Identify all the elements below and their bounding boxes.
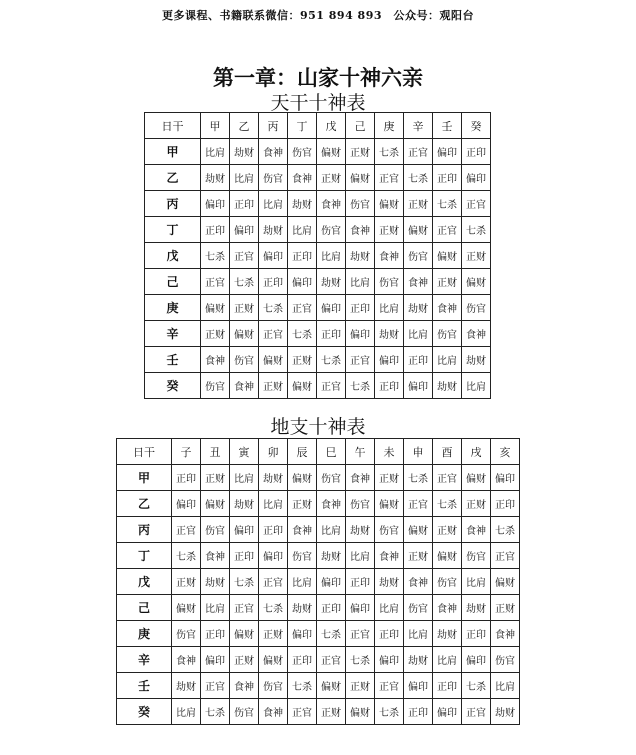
table-cell: 劫财 <box>201 165 230 191</box>
row-header: 癸 <box>117 699 172 725</box>
table-cell: 正官 <box>404 139 433 165</box>
table-cell: 伤官 <box>404 243 433 269</box>
table-cell: 正财 <box>375 465 404 491</box>
table-cell: 正财 <box>404 191 433 217</box>
table-cell: 偏财 <box>230 321 259 347</box>
table-cell: 伤官 <box>230 699 259 725</box>
table-cell: 正官 <box>346 347 375 373</box>
table-cell: 劫财 <box>288 595 317 621</box>
table-cell: 比肩 <box>491 673 520 699</box>
row-header: 癸 <box>145 373 201 399</box>
table-row <box>117 699 520 725</box>
table-cell: 比肩 <box>404 321 433 347</box>
table-cell: 偏印 <box>433 699 462 725</box>
row-header: 丙 <box>145 191 201 217</box>
table-cell: 食神 <box>172 647 201 673</box>
table-cell: 偏财 <box>201 491 230 517</box>
table-cell: 比肩 <box>259 191 288 217</box>
table-row <box>145 243 491 269</box>
header-row <box>117 439 520 465</box>
table-cell: 正印 <box>201 217 230 243</box>
table-cell: 劫财 <box>375 569 404 595</box>
table-cell: 偏印 <box>288 621 317 647</box>
table-cell: 正印 <box>288 647 317 673</box>
table-cell: 比肩 <box>201 595 230 621</box>
table-cell: 比肩 <box>259 491 288 517</box>
table-cell: 偏财 <box>462 465 491 491</box>
table-row <box>117 465 520 491</box>
table-cell: 正印 <box>404 699 433 725</box>
table-cell: 食神 <box>201 347 230 373</box>
table-cell: 正财 <box>317 699 346 725</box>
table-cell: 正印 <box>230 543 259 569</box>
table-cell: 正印 <box>317 321 346 347</box>
table-cell: 偏印 <box>172 491 201 517</box>
table-cell: 七杀 <box>433 491 462 517</box>
table-cell: 正官 <box>346 621 375 647</box>
table-cell: 食神 <box>433 595 462 621</box>
table-cell: 正印 <box>433 165 462 191</box>
table-cell: 正财 <box>462 243 491 269</box>
table-cell: 劫财 <box>288 191 317 217</box>
table-cell: 食神 <box>375 543 404 569</box>
column-header: 亥 <box>491 439 520 465</box>
table-cell: 正官 <box>491 543 520 569</box>
table-cell: 偏财 <box>491 569 520 595</box>
table-cell: 伤官 <box>259 165 288 191</box>
table-cell: 偏印 <box>317 295 346 321</box>
row-header: 己 <box>117 595 172 621</box>
table-row <box>117 673 520 699</box>
table-cell: 食神 <box>346 465 375 491</box>
table-cell: 正财 <box>433 269 462 295</box>
column-header: 卯 <box>259 439 288 465</box>
table-cell: 七杀 <box>259 595 288 621</box>
table-cell: 偏印 <box>346 595 375 621</box>
table-cell: 偏财 <box>375 191 404 217</box>
table-cell: 比肩 <box>201 139 230 165</box>
column-header: 戌 <box>462 439 491 465</box>
table-cell: 正官 <box>433 465 462 491</box>
table-cell: 正印 <box>230 191 259 217</box>
table-cell: 偏财 <box>317 139 346 165</box>
row-header: 戊 <box>117 569 172 595</box>
table-cell: 正官 <box>462 699 491 725</box>
table-cell: 偏财 <box>230 621 259 647</box>
row-header: 庚 <box>145 295 201 321</box>
table-cell: 正财 <box>172 569 201 595</box>
table-cell: 偏财 <box>346 165 375 191</box>
table-cell: 正财 <box>462 491 491 517</box>
header-row <box>145 113 491 139</box>
table-cell: 正官 <box>288 699 317 725</box>
table-cell: 偏财 <box>259 647 288 673</box>
table-cell: 比肩 <box>462 569 491 595</box>
table-cell: 偏印 <box>346 321 375 347</box>
table-cell: 正财 <box>346 139 375 165</box>
table-cell: 正官 <box>317 373 346 399</box>
table-cell: 正印 <box>375 373 404 399</box>
table-cell: 正财 <box>317 165 346 191</box>
table-cell: 比肩 <box>230 465 259 491</box>
column-header: 壬 <box>433 113 462 139</box>
table-cell: 比肩 <box>404 621 433 647</box>
table-cell: 偏财 <box>259 347 288 373</box>
table-cell: 七杀 <box>346 647 375 673</box>
table-cell: 正印 <box>201 621 230 647</box>
table-cell: 正财 <box>433 517 462 543</box>
table-cell: 正官 <box>375 673 404 699</box>
table-cell: 正财 <box>201 321 230 347</box>
table-cell: 比肩 <box>288 569 317 595</box>
table-cell: 比肩 <box>433 347 462 373</box>
table-cell: 劫财 <box>462 595 491 621</box>
column-header: 申 <box>404 439 433 465</box>
table-cell: 七杀 <box>201 243 230 269</box>
header-contact-line: 更多课程、书籍联系微信：951 894 893 公众号：观阳台 <box>161 9 475 22</box>
table-cell: 七杀 <box>433 191 462 217</box>
table-cell: 伤官 <box>375 269 404 295</box>
table-cell: 食神 <box>230 373 259 399</box>
table-cell: 伤官 <box>259 673 288 699</box>
table1-title: 天干十神表 <box>270 92 366 114</box>
table-cell: 比肩 <box>375 295 404 321</box>
table-cell: 劫财 <box>317 543 346 569</box>
table-cell: 劫财 <box>172 673 201 699</box>
table-cell: 劫财 <box>346 243 375 269</box>
corner-cell: 日干 <box>145 113 201 139</box>
table-cell: 正财 <box>375 217 404 243</box>
table-cell: 正官 <box>230 243 259 269</box>
column-header: 己 <box>346 113 375 139</box>
column-header: 丙 <box>259 113 288 139</box>
table-cell: 劫财 <box>462 347 491 373</box>
table-cell: 偏印 <box>375 347 404 373</box>
table-cell: 伤官 <box>375 517 404 543</box>
table-cell: 偏财 <box>172 595 201 621</box>
table-cell: 正财 <box>230 647 259 673</box>
table-cell: 食神 <box>375 243 404 269</box>
table-cell: 偏印 <box>375 647 404 673</box>
table-cell: 七杀 <box>230 569 259 595</box>
table-cell: 七杀 <box>375 699 404 725</box>
column-header: 癸 <box>462 113 491 139</box>
row-header: 丁 <box>117 543 172 569</box>
table-cell: 食神 <box>259 699 288 725</box>
table-cell: 偏财 <box>404 517 433 543</box>
table-cell: 七杀 <box>346 373 375 399</box>
table-cell: 劫财 <box>230 139 259 165</box>
table-cell: 伤官 <box>346 191 375 217</box>
table-cell: 正印 <box>462 621 491 647</box>
table-cell: 偏印 <box>433 139 462 165</box>
row-header: 己 <box>145 269 201 295</box>
column-header: 丑 <box>201 439 230 465</box>
table-cell: 劫财 <box>433 621 462 647</box>
table-cell: 伤官 <box>433 321 462 347</box>
table-cell: 偏印 <box>288 269 317 295</box>
table-cell: 正印 <box>317 595 346 621</box>
table-row <box>145 165 491 191</box>
table-cell: 偏财 <box>375 491 404 517</box>
table-cell: 正印 <box>259 269 288 295</box>
column-header: 戊 <box>317 113 346 139</box>
table-cell: 七杀 <box>288 673 317 699</box>
table-row <box>117 647 520 673</box>
table-cell: 正印 <box>433 673 462 699</box>
table-cell: 正官 <box>230 595 259 621</box>
table-cell: 伤官 <box>230 347 259 373</box>
table-cell: 正官 <box>288 295 317 321</box>
table-cell: 劫财 <box>346 517 375 543</box>
table-cell: 劫财 <box>433 373 462 399</box>
table-cell: 食神 <box>230 673 259 699</box>
column-header: 酉 <box>433 439 462 465</box>
table-cell: 正财 <box>201 465 230 491</box>
row-header: 丙 <box>117 517 172 543</box>
table-row <box>145 347 491 373</box>
column-header: 丁 <box>288 113 317 139</box>
row-header: 乙 <box>117 491 172 517</box>
table-cell: 正财 <box>346 673 375 699</box>
table-cell: 食神 <box>491 621 520 647</box>
row-header: 壬 <box>117 673 172 699</box>
corner-cell: 日干 <box>117 439 172 465</box>
table-cell: 正财 <box>404 543 433 569</box>
row-header: 丁 <box>145 217 201 243</box>
table-cell: 正财 <box>288 491 317 517</box>
table-row <box>145 321 491 347</box>
table-row <box>117 621 520 647</box>
table-cell: 伤官 <box>172 621 201 647</box>
table-cell: 伤官 <box>462 543 491 569</box>
table-cell: 食神 <box>259 139 288 165</box>
column-header: 庚 <box>375 113 404 139</box>
table-cell: 偏财 <box>404 217 433 243</box>
table-cell: 伤官 <box>433 569 462 595</box>
table2-title: 地支十神表 <box>270 416 366 438</box>
table-cell: 劫财 <box>230 491 259 517</box>
table-cell: 劫财 <box>404 295 433 321</box>
table-cell: 食神 <box>288 165 317 191</box>
table-cell: 正财 <box>230 295 259 321</box>
table-cell: 比肩 <box>172 699 201 725</box>
table-cell: 劫财 <box>404 647 433 673</box>
table-cell: 正官 <box>172 517 201 543</box>
table-cell: 正财 <box>288 347 317 373</box>
row-header: 辛 <box>145 321 201 347</box>
row-header: 甲 <box>117 465 172 491</box>
table-cell: 比肩 <box>317 243 346 269</box>
table-cell: 食神 <box>201 543 230 569</box>
table-cell: 比肩 <box>346 269 375 295</box>
table-cell: 食神 <box>346 217 375 243</box>
table-cell: 比肩 <box>288 217 317 243</box>
column-header: 未 <box>375 439 404 465</box>
table-cell: 比肩 <box>375 595 404 621</box>
table-cell: 比肩 <box>462 373 491 399</box>
table-row <box>117 517 520 543</box>
table-cell: 伤官 <box>201 517 230 543</box>
column-header: 乙 <box>230 113 259 139</box>
table-cell: 食神 <box>317 491 346 517</box>
table-cell: 偏财 <box>433 543 462 569</box>
table-cell: 劫财 <box>491 699 520 725</box>
column-header: 寅 <box>230 439 259 465</box>
table-cell: 伤官 <box>404 595 433 621</box>
table-cell: 食神 <box>317 191 346 217</box>
table-cell: 食神 <box>433 295 462 321</box>
table-cell: 劫财 <box>201 569 230 595</box>
table-cell: 七杀 <box>462 217 491 243</box>
table-cell: 正印 <box>346 569 375 595</box>
table-cell: 偏财 <box>317 673 346 699</box>
table-cell: 七杀 <box>288 321 317 347</box>
table-row <box>145 295 491 321</box>
table-cell: 七杀 <box>491 517 520 543</box>
table-cell: 偏财 <box>288 465 317 491</box>
table-cell: 偏印 <box>491 465 520 491</box>
table-cell: 伤官 <box>491 647 520 673</box>
table-cell: 偏财 <box>433 243 462 269</box>
table-cell: 劫财 <box>317 269 346 295</box>
table-cell: 七杀 <box>259 295 288 321</box>
table-cell: 正官 <box>317 647 346 673</box>
table-cell: 正印 <box>346 295 375 321</box>
table-cell: 正印 <box>259 517 288 543</box>
table-cell: 比肩 <box>346 543 375 569</box>
table-cell: 伤官 <box>288 139 317 165</box>
column-header: 子 <box>172 439 201 465</box>
table-cell: 劫财 <box>375 321 404 347</box>
table-cell: 比肩 <box>230 165 259 191</box>
table-cell: 七杀 <box>172 543 201 569</box>
table-cell: 正财 <box>259 373 288 399</box>
row-header: 庚 <box>117 621 172 647</box>
column-header: 午 <box>346 439 375 465</box>
table-cell: 偏财 <box>346 699 375 725</box>
table-cell: 伤官 <box>317 465 346 491</box>
table-cell: 七杀 <box>201 699 230 725</box>
table-row <box>145 217 491 243</box>
table-row <box>117 569 520 595</box>
table-cell: 偏印 <box>259 243 288 269</box>
table-cell: 食神 <box>462 517 491 543</box>
chapter-title: 第一章：山家十神六亲 <box>213 65 423 90</box>
column-header: 辰 <box>288 439 317 465</box>
table-cell: 正财 <box>259 621 288 647</box>
table-cell: 偏印 <box>230 217 259 243</box>
table-row <box>145 191 491 217</box>
table-cell: 正印 <box>375 621 404 647</box>
table-cell: 正官 <box>462 191 491 217</box>
table-cell: 比肩 <box>317 517 346 543</box>
table-cell: 伤官 <box>288 543 317 569</box>
table-cell: 食神 <box>404 269 433 295</box>
row-header: 壬 <box>145 347 201 373</box>
table-cell: 正印 <box>462 139 491 165</box>
table-cell: 七杀 <box>404 165 433 191</box>
table-cell: 伤官 <box>201 373 230 399</box>
table-cell: 正官 <box>433 217 462 243</box>
table-cell: 正官 <box>259 321 288 347</box>
table-row <box>117 491 520 517</box>
table-cell: 伤官 <box>462 295 491 321</box>
table-cell: 偏印 <box>317 569 346 595</box>
row-header: 戊 <box>145 243 201 269</box>
table-cell: 劫财 <box>259 217 288 243</box>
table-row <box>145 139 491 165</box>
earthly-branches-ten-gods-table <box>116 438 520 725</box>
table-cell: 正官 <box>201 673 230 699</box>
table-cell: 食神 <box>288 517 317 543</box>
table-cell: 正印 <box>404 347 433 373</box>
column-header: 巳 <box>317 439 346 465</box>
table-cell: 正官 <box>201 269 230 295</box>
table-cell: 偏印 <box>404 373 433 399</box>
table-row <box>145 269 491 295</box>
table-cell: 偏财 <box>462 269 491 295</box>
table-cell: 正官 <box>404 491 433 517</box>
table-row <box>117 543 520 569</box>
table-cell: 七杀 <box>404 465 433 491</box>
table-cell: 七杀 <box>317 621 346 647</box>
table-cell: 食神 <box>404 569 433 595</box>
table-cell: 伤官 <box>346 491 375 517</box>
table-cell: 偏印 <box>201 647 230 673</box>
table-cell: 偏财 <box>288 373 317 399</box>
table-cell: 七杀 <box>230 269 259 295</box>
table-cell: 正印 <box>288 243 317 269</box>
table-cell: 七杀 <box>462 673 491 699</box>
table-cell: 偏印 <box>462 165 491 191</box>
table-cell: 劫财 <box>259 465 288 491</box>
table-cell: 七杀 <box>375 139 404 165</box>
table-cell: 正官 <box>375 165 404 191</box>
row-header: 乙 <box>145 165 201 191</box>
column-header: 辛 <box>404 113 433 139</box>
table-cell: 偏印 <box>404 673 433 699</box>
table-cell: 正财 <box>491 595 520 621</box>
row-header: 甲 <box>145 139 201 165</box>
table-cell: 偏财 <box>201 295 230 321</box>
table-cell: 比肩 <box>433 647 462 673</box>
table-row <box>145 373 491 399</box>
table-cell: 偏印 <box>462 647 491 673</box>
table-cell: 偏印 <box>230 517 259 543</box>
table-row <box>117 595 520 621</box>
row-header: 辛 <box>117 647 172 673</box>
column-header: 甲 <box>201 113 230 139</box>
table-cell: 正印 <box>491 491 520 517</box>
table-cell: 偏印 <box>259 543 288 569</box>
table-cell: 正官 <box>259 569 288 595</box>
table-cell: 七杀 <box>317 347 346 373</box>
heavenly-stems-ten-gods-table <box>144 112 491 399</box>
table-cell: 正印 <box>172 465 201 491</box>
table-cell: 伤官 <box>317 217 346 243</box>
table-cell: 食神 <box>462 321 491 347</box>
table-cell: 偏印 <box>201 191 230 217</box>
